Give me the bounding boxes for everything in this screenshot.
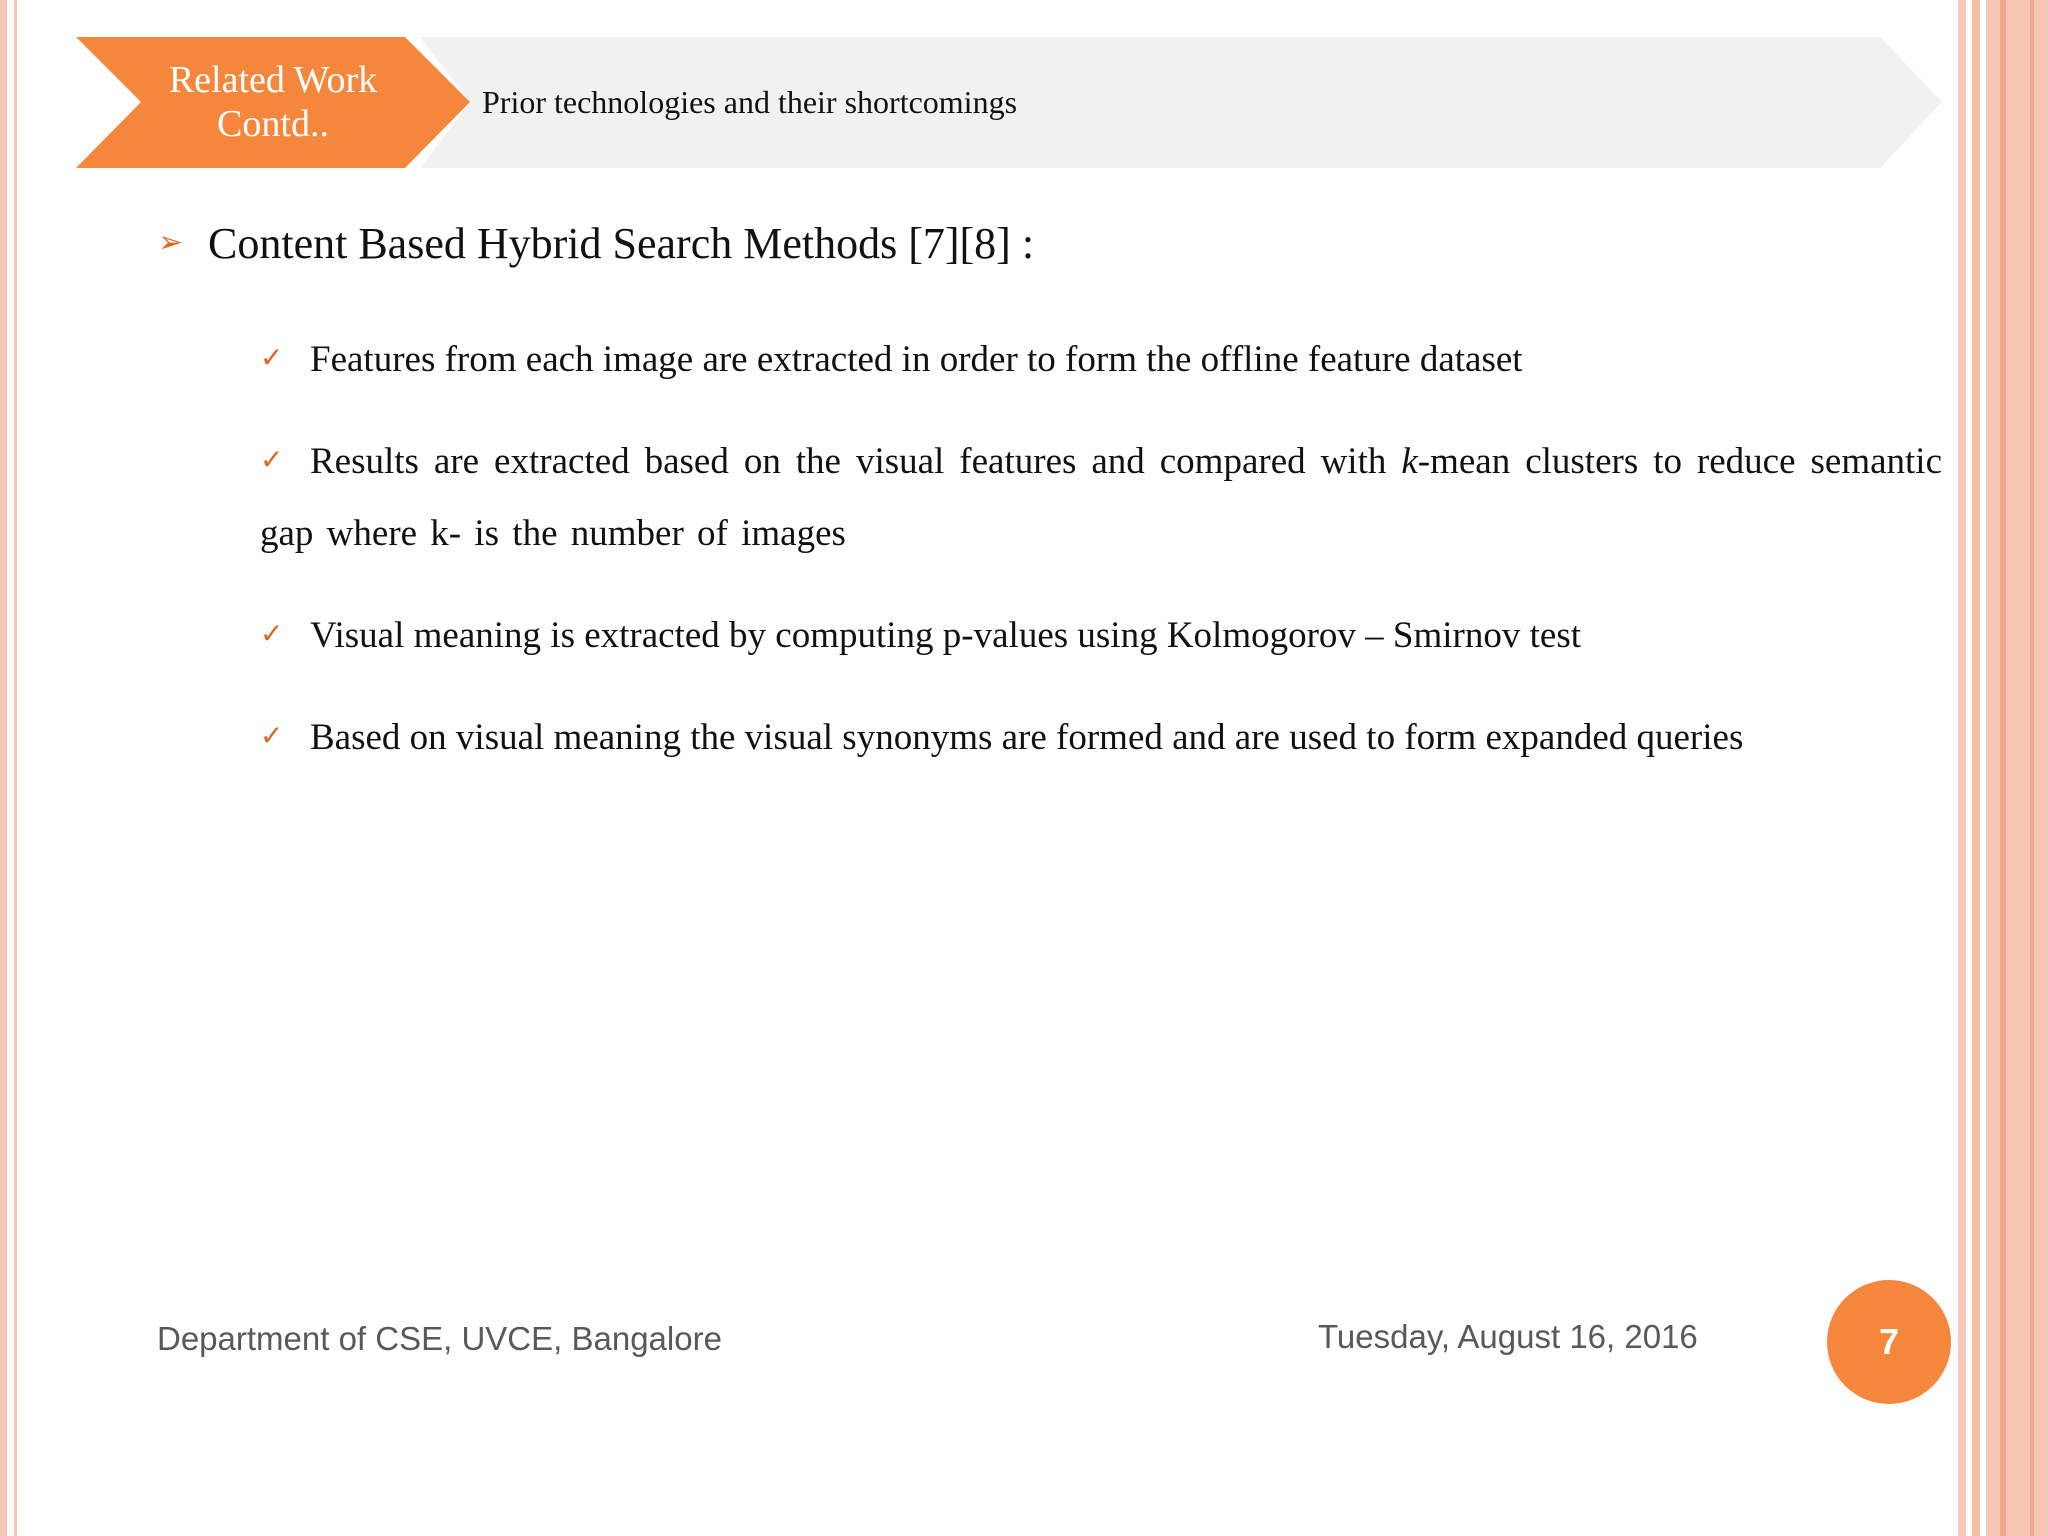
list-item xyxy=(260,598,1942,672)
list-item xyxy=(260,322,1942,396)
list-item xyxy=(260,700,1942,774)
main-bullet xyxy=(158,218,1034,269)
right-border-stripe-2 xyxy=(1972,0,1980,1536)
list-item-text: Features from each image are extracted in order to form the offline feature dataset xyxy=(310,339,1523,380)
sub-bullet-list xyxy=(260,322,1942,802)
footer-date: Tuesday, August 16, 2016 xyxy=(1318,1318,1698,1355)
page-number-badge: 7 xyxy=(1827,1280,1951,1404)
left-border-outer xyxy=(0,0,7,1536)
footer-department: Department of CSE, UVCE, Bangalore xyxy=(157,1320,722,1357)
section-subtitle: Prior technologies and their shortcomings xyxy=(482,84,1018,120)
checkmark-icon: ✓ xyxy=(260,341,284,374)
checkmark-icon: ✓ xyxy=(260,719,284,752)
main-bullet-text: Content Based Hybrid Search Methods [7][8] : xyxy=(208,219,1035,268)
section-label: Related Work Contd.. xyxy=(168,59,378,145)
list-item-text: Results are extracted based on the visual features and compared with xyxy=(310,441,1387,482)
right-border-stripe-3 xyxy=(2000,0,2006,1536)
italic-k: k xyxy=(1401,441,1418,482)
right-border-stripe-1 xyxy=(1958,0,1966,1536)
list-item xyxy=(260,424,1942,570)
right-border-band xyxy=(1986,0,2048,1536)
list-item-text: Based on visual meaning the visual synonyms are formed and are used to form expanded queries xyxy=(310,717,1744,758)
list-item-text-cont: -mean clusters to reduce semantic gap where k- is the number of images xyxy=(260,441,1942,554)
left-border-inner xyxy=(14,0,17,1536)
checkmark-icon: ✓ xyxy=(260,443,284,476)
checkmark-icon: ✓ xyxy=(260,617,284,650)
list-item-text: Visual meaning is extracted by computing p-values using Kolmogorov – Smirnov test xyxy=(310,615,1582,656)
arrowhead-bullet-icon: ➢ xyxy=(158,225,184,260)
right-border-stripe-4 xyxy=(2030,0,2034,1536)
